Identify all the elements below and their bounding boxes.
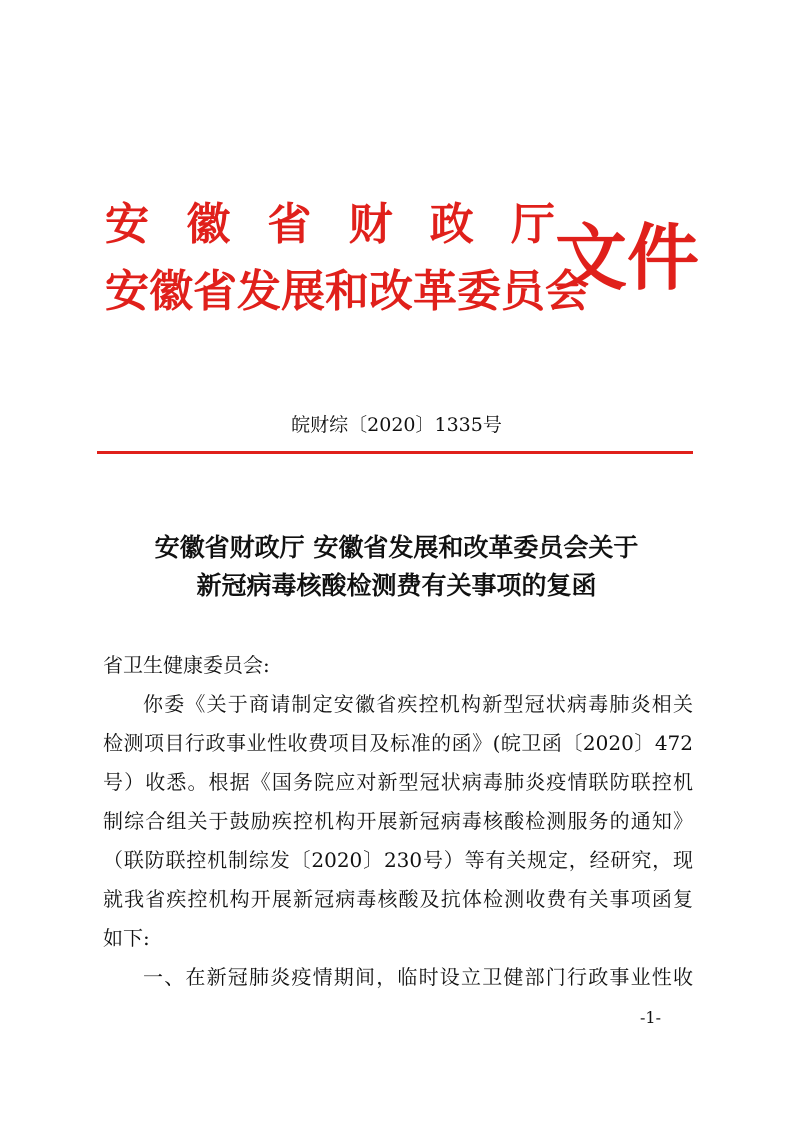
body-line: 检测项目行政事业性收费项目及标准的函》(皖卫函〔2020〕472 [103, 731, 693, 755]
red-divider [97, 451, 693, 454]
title-line-2: 新冠病毒核酸检测费有关事项的复函 [196, 571, 597, 600]
title-line-1: 安徽省财政厅 安徽省发展和改革委员会关于 [154, 533, 639, 562]
body-line: 号）收悉。根据《国务院应对新型冠状病毒肺炎疫情联防联控机 [103, 770, 693, 794]
document-word: 文件 [555, 215, 700, 300]
issuer-line-2: 安徽省发展和改革委员会 [105, 266, 589, 317]
issuer-line-1: 安 徽 省 财 政 厅 [105, 199, 555, 250]
page-number: -1- [640, 1008, 661, 1027]
body-line: 制综合组关于鼓励疾控机构开展新冠病毒核酸检测服务的通知》 [103, 809, 693, 833]
body-line: 你委《关于商请制定安徽省疾控机构新型冠状病毒肺炎相关 [143, 692, 693, 716]
body-line: （联防联控机制综发〔2020〕230号）等有关规定，经研究，现 [103, 848, 693, 872]
salutation: 省卫生健康委员会: [103, 653, 270, 677]
document-number: 皖财综〔2020〕1335号 [291, 414, 502, 436]
body-line: 一、在新冠肺炎疫情期间，临时设立卫健部门行政事业性收 [143, 965, 693, 989]
body-line: 就我省疾控机构开展新冠病毒核酸及抗体检测收费有关事项函复 [103, 887, 693, 911]
body-line: 如下: [103, 926, 150, 950]
